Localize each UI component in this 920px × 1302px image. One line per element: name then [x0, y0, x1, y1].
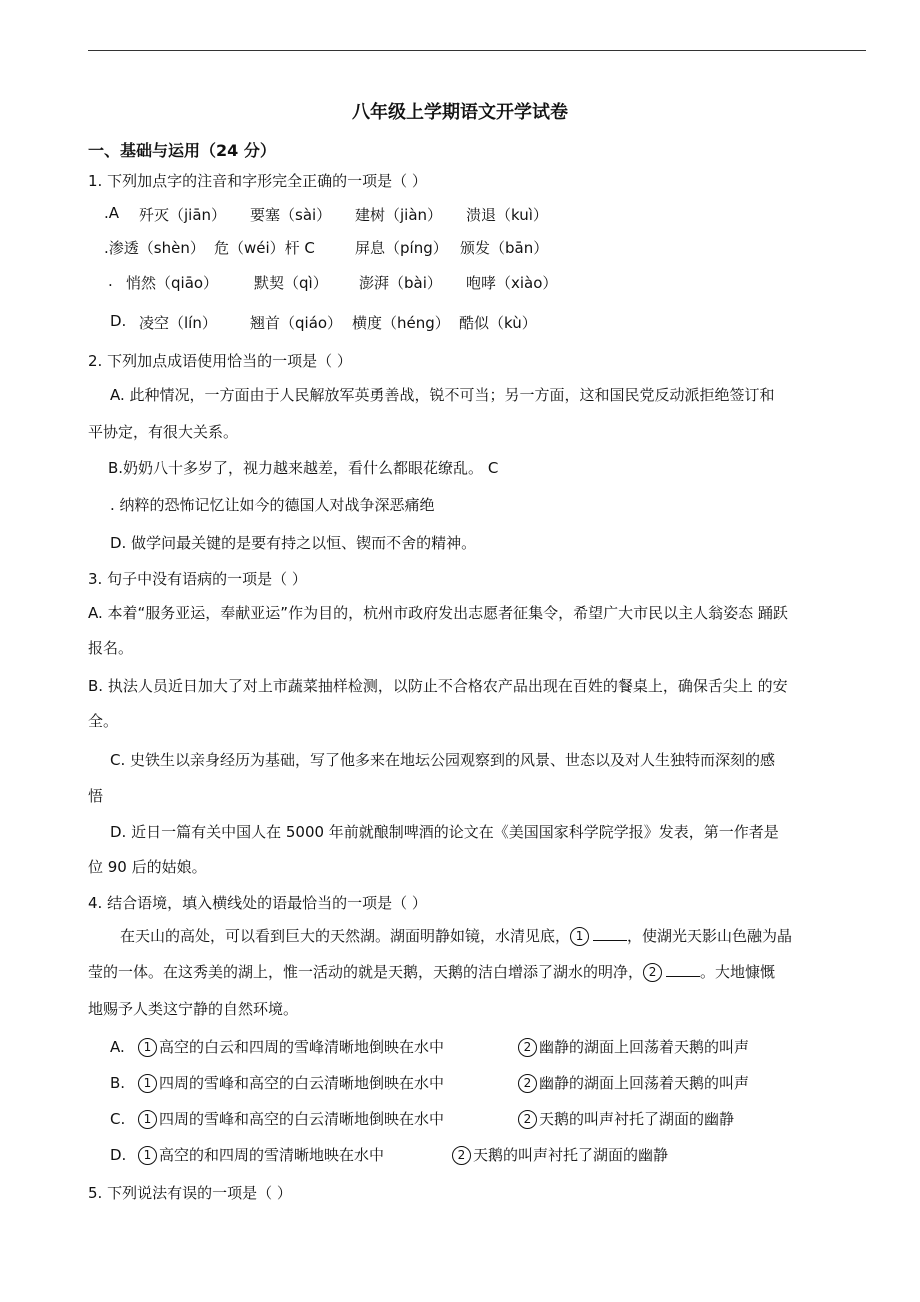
- q4-passage-line1: 在天山的高处，可以看到巨大的天然湖。湖面明静如镜，水清见底， 1 ，使湖光天影山色融为晶: [120, 927, 793, 945]
- q3-option-b-line2: 全。: [88, 712, 119, 730]
- circled-number-2: 2: [643, 963, 662, 982]
- circled-number-1: 1: [570, 927, 589, 946]
- circled-number-1: 1: [138, 1038, 157, 1057]
- q3-option-d-line1: D. 近日一篇有关中国人在 5000 年前就酿制啤酒的论文在《美国国家科学院学报》发表，第一作者是: [110, 823, 779, 841]
- blank-2: [666, 964, 700, 977]
- circled-number-1: 1: [138, 1146, 157, 1165]
- q2-option-b: B.奶奶八十多岁了，视力越来越差，看什么都眼花缭乱。 C: [108, 459, 499, 477]
- q3-option-c-line2: 悟: [88, 787, 104, 805]
- q1-stem: 1. 下列加点字的注音和字形完全正确的一项是（ ）: [88, 172, 427, 190]
- circled-number-1: 1: [138, 1110, 157, 1129]
- q3-option-a-line2: 报名。: [88, 639, 134, 657]
- q4-passage-line2: 莹的一体。在这秀美的湖上，惟一活动的就是天鹅，天鹅的洁白增添了湖水的明净， 2 。大地慷慨: [88, 963, 776, 981]
- q2-option-a-line1: A. 此种情况，一方面由于人民解放军英勇善战，锐不可当；另一方面，这和国民党反动派拒绝签订和: [110, 386, 775, 404]
- page-title: 八年级上学期语文开学试卷: [352, 102, 568, 123]
- circled-number-2: 2: [518, 1110, 537, 1129]
- q5-stem: 5. 下列说法有误的一项是（ ）: [88, 1184, 292, 1202]
- q3-option-a-line1: A. 本着“服务亚运，奉献亚运”作为目的，杭州市政府发出志愿者征集令，希望广大市民以主人翁姿态 踊跃: [88, 604, 788, 622]
- q4-stem: 4. 结合语境，填入横线处的语最恰当的一项是（ ）: [88, 894, 427, 912]
- q2-option-a-line2: 平协定，有很大关系。: [88, 423, 239, 441]
- circled-number-2: 2: [452, 1146, 471, 1165]
- section-heading: 一、基础与运用（24 分）: [88, 141, 276, 160]
- circled-number-2: 2: [518, 1038, 537, 1057]
- circled-number-2: 2: [518, 1074, 537, 1093]
- blank-1: [593, 928, 627, 941]
- header-rule: [88, 50, 866, 51]
- circled-number-1: 1: [138, 1074, 157, 1093]
- q4-passage-line3: 地赐予人类这宁静的自然环境。: [88, 1000, 299, 1018]
- q3-option-d-line2: 位 90 后的姑娘。: [88, 858, 207, 876]
- q2-option-d: D. 做学问最关键的是要有持之以恒、锲而不舍的精神。: [110, 534, 477, 552]
- q3-option-b-line1: B. 执法人员近日加大了对上市蔬菜抽样检测，以防止不合格农产品出现在百姓的餐桌上，确保舌尖上 的安: [88, 677, 788, 695]
- q2-stem: 2. 下列加点成语使用恰当的一项是（ ）: [88, 352, 352, 370]
- q2-option-c: . 纳粹的恐怖记忆让如今的德国人对战争深恶痛绝: [110, 496, 435, 514]
- q3-option-c-line1: C. 史铁生以亲身经历为基础，写了他多来在地坛公园观察到的风景、世态以及对人生独特而深刻的感: [110, 751, 776, 769]
- q3-stem: 3. 句子中没有语病的一项是（ ）: [88, 570, 307, 588]
